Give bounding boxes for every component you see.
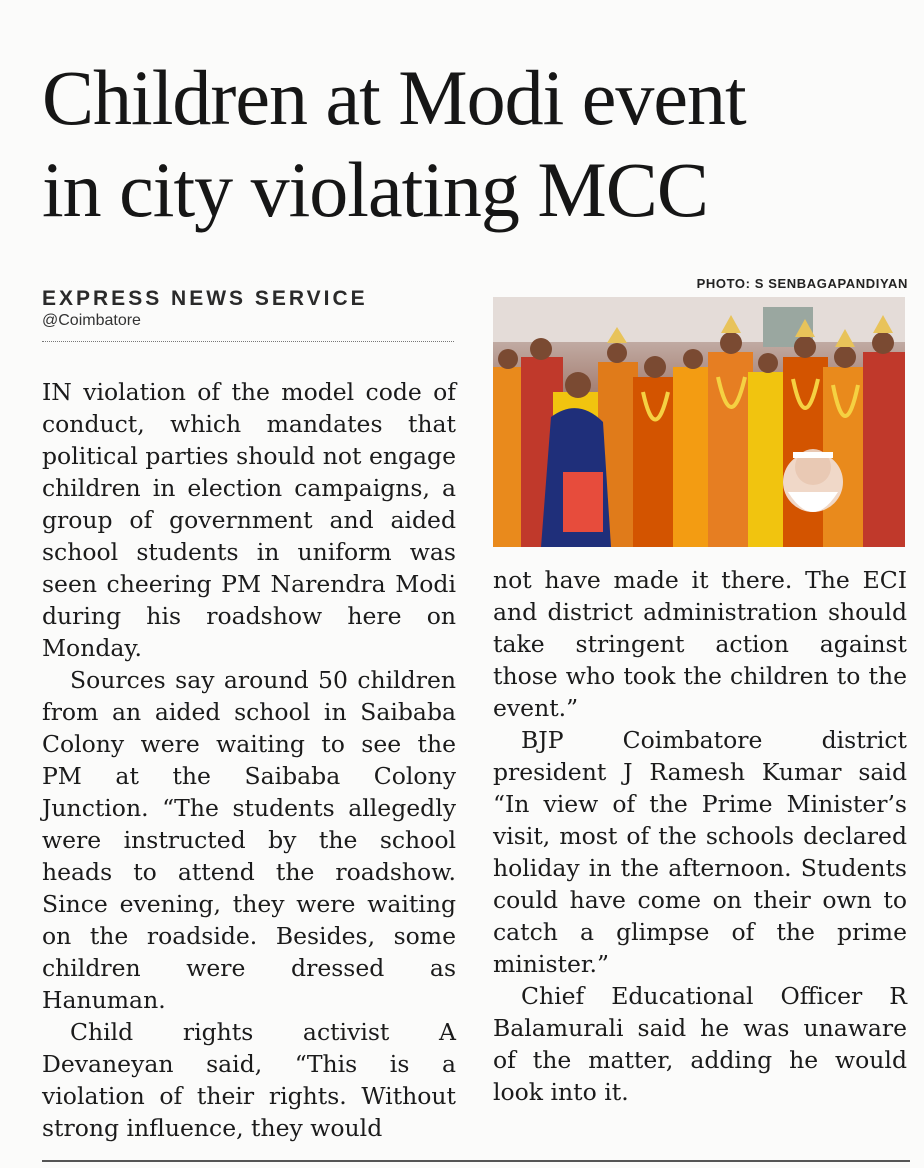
headline-line-1: Children at Modi event	[42, 54, 746, 141]
byline-agency: EXPRESS NEWS SERVICE	[42, 287, 368, 310]
news-photo	[493, 297, 905, 547]
headline-line-2: in city violating MCC	[42, 146, 708, 233]
paragraph: Chief Educational Officer R Balamurali said he was unaware of the matter, adding he would look into it.	[493, 982, 907, 1106]
paragraph: not have made it there. The ECI and district administration should take stringent action against those who took the children to the event.”	[493, 566, 907, 722]
article-column-2	[493, 564, 907, 1108]
paragraph: BJP Coimbatore district president J Ramesh Kumar said “In view of the Prime Minister’s visit, most of the schools declared holiday in the afternoon. Students could have come on their own to catch a glimpse of the prime minister.”	[493, 726, 907, 978]
children-in-costume-photo	[493, 297, 905, 547]
photo-credit: PHOTO: S SENBAGAPANDIYAN	[696, 276, 908, 291]
headline	[42, 52, 912, 236]
bottom-divider	[42, 1160, 910, 1162]
paragraph: Sources say around 50 children from an aided school in Saibaba Colony were waiting to see the PM at the Saibaba Colony Junction. “The students allegedly were instructed by the school heads to attend the roadshow. Since evening, they were waiting on the roadside. Besides, some children were dressed as Hanuman.	[42, 666, 456, 1014]
byline-divider	[42, 341, 454, 342]
byline-place: @Coimbatore	[42, 312, 141, 329]
paragraph: IN violation of the model code of conduct, which mandates that political parties should not engage children in election campaigns, a group of government and aided school students in uniform was seen cheering PM Narendra Modi during his roadshow here on Monday.	[42, 378, 456, 662]
byline	[42, 287, 454, 342]
paragraph: Child rights activist A Devaneyan said, “This is a violation of their rights. Without strong influence, they would	[42, 1018, 456, 1142]
article-column-1	[42, 376, 456, 1144]
